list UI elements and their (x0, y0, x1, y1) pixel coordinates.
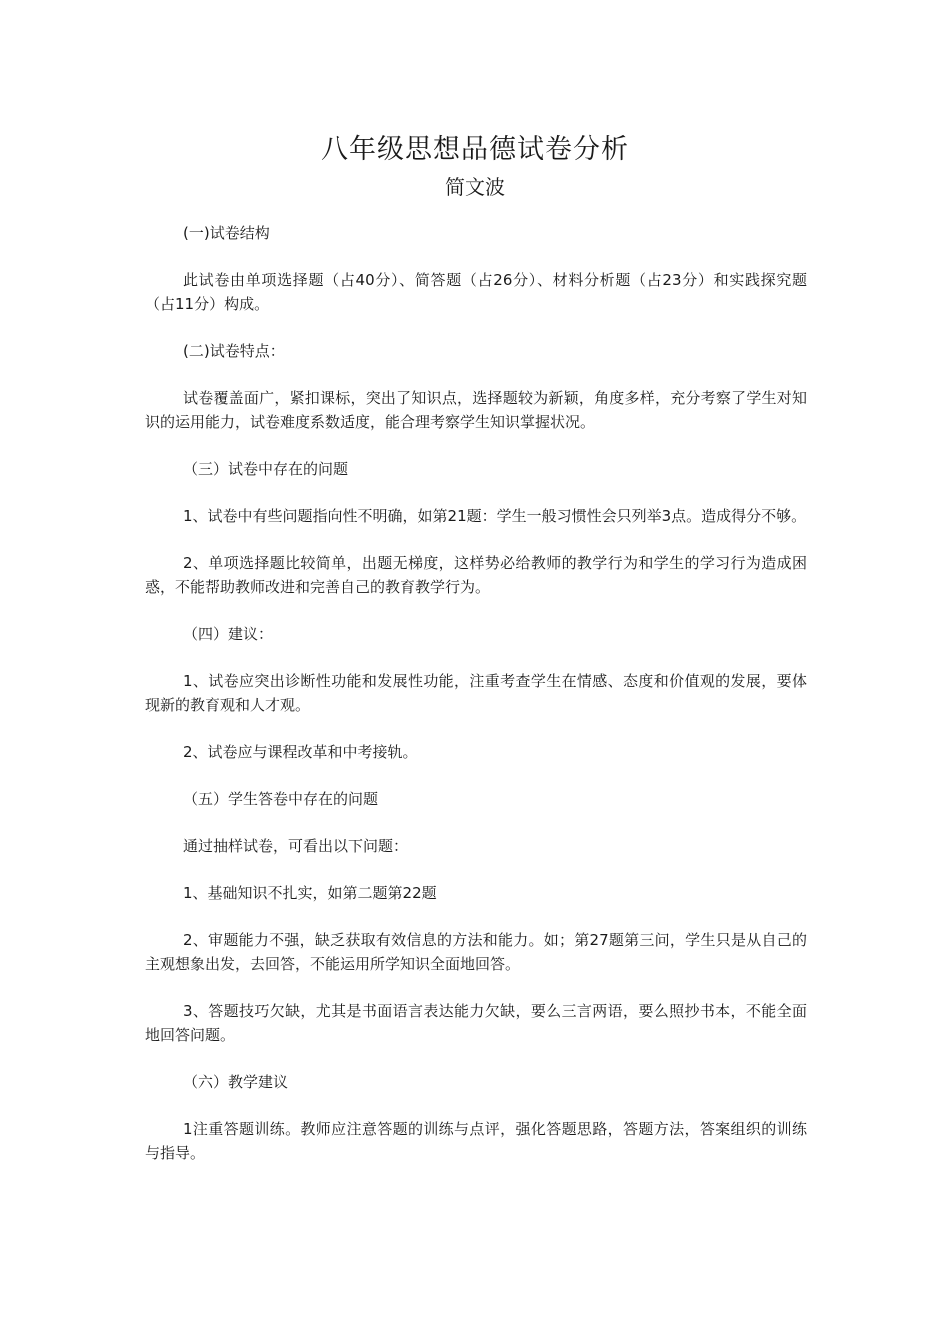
paragraph-structure: 此试卷由单项选择题（占40分）、简答题（占26分）、材料分析题（占23分）和实践探究题（占11分）构成。 (145, 271, 807, 313)
paragraph-student-problem-1: 1、基础知识不扎实，如第二题第22题 (183, 884, 437, 902)
section-heading-student-problems: （五）学生答卷中存在的问题 (183, 790, 379, 808)
paragraph-problem-1: 1、试卷中有些问题指向性不明确，如第21题：学生一般习惯性会只列举3点。造成得分不够。 (183, 507, 807, 525)
paragraph-student-problem-2: 2、审题能力不强，缺乏获取有效信息的方法和能力。如；第27题第三问，学生只是从自己的主观想象出发，去回答，不能运用所学知识全面地回答。 (145, 931, 807, 973)
document-author: 简文波 (445, 175, 505, 199)
section-heading-structure: (一)试卷结构 (183, 224, 270, 242)
paragraph-teaching-advice-1: 1注重答题训练。教师应注意答题的训练与点评，强化答题思路，答题方法，答案组织的训练与指导。 (145, 1120, 807, 1162)
document-title: 八年级思想品德试卷分析 (321, 134, 629, 165)
section-heading-features: (二)试卷特点： (183, 342, 285, 360)
paragraph-suggestion-1: 1、试卷应突出诊断性功能和发展性功能，注重考查学生在情感、态度和价值观的发展，要体现新的教育观和人才观。 (145, 672, 807, 714)
document-body (145, 221, 807, 1188)
paragraph-suggestion-2: 2、试卷应与课程改革和中考接轨。 (183, 743, 418, 761)
paragraph-student-problem-3: 3、答题技巧欠缺，尤其是书面语言表达能力欠缺，要么三言两语，要么照抄书本，不能全面地回答问题。 (145, 1002, 807, 1044)
paragraph-student-intro: 通过抽样试卷，可看出以下问题： (183, 837, 409, 855)
section-heading-suggestions: （四）建议： (183, 625, 274, 643)
paragraph-problem-2: 2、单项选择题比较简单，出题无梯度，这样势必给教师的教学行为和学生的学习行为造成困惑，不能帮助教师改进和完善自己的教育教学行为。 (145, 554, 807, 596)
section-heading-problems: （三）试卷中存在的问题 (183, 460, 349, 478)
section-heading-teaching-advice: （六）教学建议 (183, 1073, 289, 1091)
paragraph-features: 试卷覆盖面广，紧扣课标，突出了知识点，选择题较为新颖，角度多样，充分考察了学生对知识的运用能力，试卷难度系数适度，能合理考察学生知识掌握状况。 (145, 389, 807, 431)
